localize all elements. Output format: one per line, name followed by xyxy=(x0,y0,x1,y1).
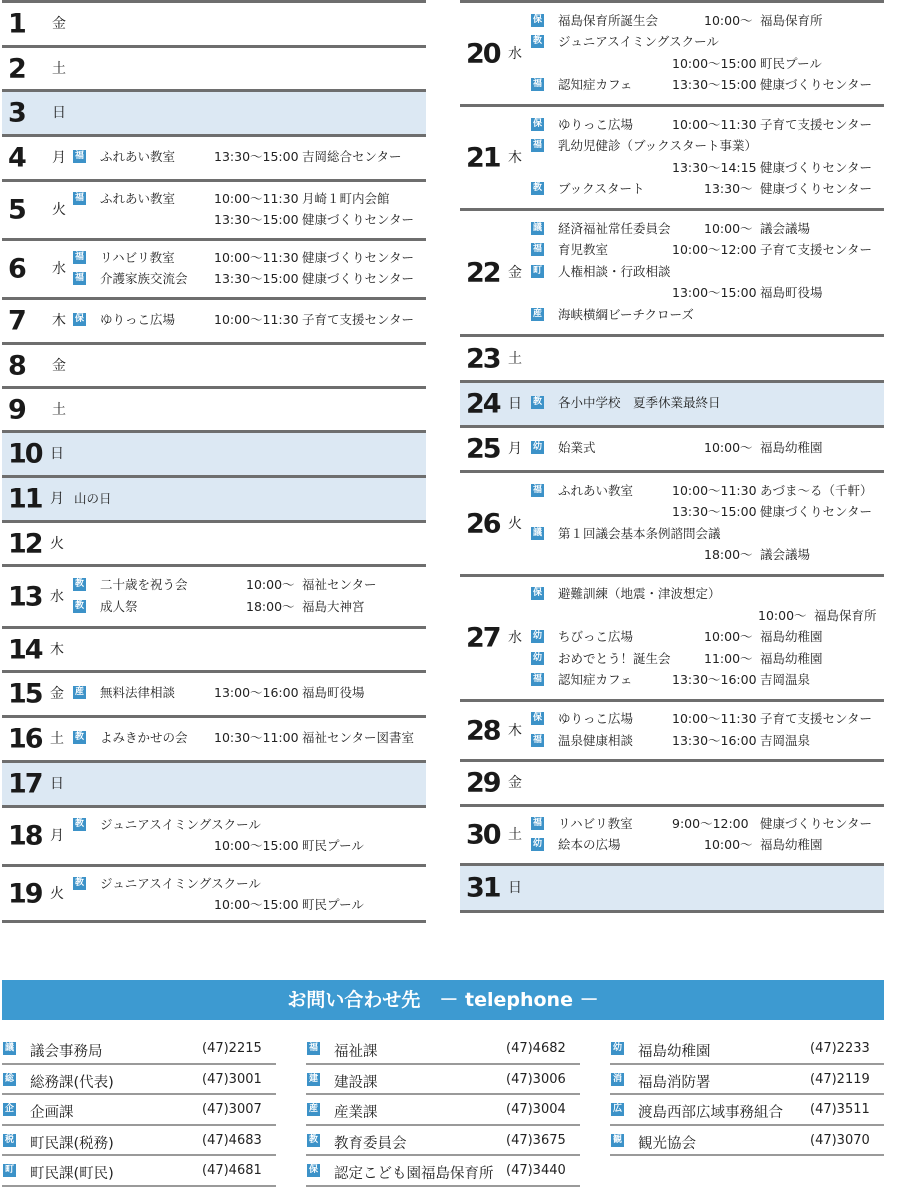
weekday-label: 日 xyxy=(50,776,64,792)
contact-header xyxy=(2,980,884,1020)
event-place: 健康づくりセンター xyxy=(760,77,873,92)
day-row xyxy=(2,0,426,45)
event-place: 町民プール xyxy=(302,897,364,912)
weekday-label: 金 xyxy=(508,264,522,281)
event-title: ジュニアスイミングスクール xyxy=(558,34,719,49)
day-number: 22 xyxy=(466,257,500,288)
contact-row xyxy=(2,1095,276,1126)
contact-column xyxy=(610,1034,884,1156)
department-name: 福祉課 xyxy=(334,1044,378,1060)
event-place: 福島町役場 xyxy=(302,685,365,701)
category-badge: 幼 xyxy=(532,442,542,453)
day-row xyxy=(460,425,884,470)
event-time: 10:00〜11:30 xyxy=(672,711,757,726)
event-title: ゆりっこ広場 xyxy=(558,711,634,726)
phone-number: (47)2233 xyxy=(810,1041,870,1056)
day-row xyxy=(460,0,884,104)
day-number: 17 xyxy=(8,768,42,800)
weekday-label: 日 xyxy=(52,105,66,121)
category-badge: 教 xyxy=(74,732,84,743)
event-time: 10:00〜 xyxy=(704,440,753,456)
event-place: 健康づくりセンター xyxy=(302,271,415,286)
event-time: 10:00〜15:00 xyxy=(672,55,757,71)
event-time: 13:30〜14:15 xyxy=(672,159,757,175)
phone-number: (47)3007 xyxy=(202,1102,262,1117)
event-place: 月崎１町内会館 xyxy=(302,190,390,206)
event-place: 福島大神宮 xyxy=(302,598,365,614)
department-badge: 税 xyxy=(4,1134,14,1145)
day-row xyxy=(460,863,884,913)
department-name: 渡島西部広域事務組合 xyxy=(638,1105,783,1121)
calendar-column-left xyxy=(2,0,426,923)
phone-number: (47)4681 xyxy=(202,1163,262,1178)
event-place: 健康づくりセンター xyxy=(760,181,873,196)
weekday-label: 月 xyxy=(50,491,64,507)
department-name: 建設課 xyxy=(334,1074,378,1091)
event-title: リハビリ教室 xyxy=(100,249,175,265)
weekday-label: 月 xyxy=(52,150,66,166)
event-title: 温泉健康相談 xyxy=(558,732,634,748)
day-row xyxy=(2,134,426,179)
phone-number: (47)3440 xyxy=(506,1163,566,1178)
day-row xyxy=(2,715,426,760)
phone-number: (47)3006 xyxy=(506,1071,566,1087)
event-title: 二十歳を祝う会 xyxy=(100,577,188,592)
event-title: 海峡横綱ビーチクローズ xyxy=(558,306,694,322)
weekday-label: 月 xyxy=(50,828,64,844)
day-number: 9 xyxy=(8,394,25,425)
weekday-label: 月 xyxy=(508,441,522,457)
day-number: 16 xyxy=(8,723,42,755)
contact-row xyxy=(610,1126,884,1157)
event-time: 13:00〜15:00 xyxy=(672,285,757,301)
event-title: 介護家族交流会 xyxy=(100,271,188,286)
event-title: リハビリ教室 xyxy=(558,815,633,831)
day-row xyxy=(460,334,884,380)
category-badge: 教 xyxy=(74,600,84,611)
event-title: 成人祭 xyxy=(100,598,138,614)
category-badge: 町 xyxy=(532,265,542,276)
contact-row xyxy=(306,1156,580,1187)
day-row xyxy=(2,89,426,134)
day-row xyxy=(2,342,426,386)
weekday-label: 金 xyxy=(50,686,64,702)
day-number: 31 xyxy=(466,872,500,904)
day-row xyxy=(2,475,426,520)
phone-number: (47)4682 xyxy=(506,1041,566,1056)
category-badge: 福 xyxy=(532,484,542,495)
contact-row xyxy=(2,1034,276,1065)
event-time: 10:00〜 xyxy=(704,12,753,28)
day-number: 15 xyxy=(8,678,42,710)
day-number: 28 xyxy=(466,715,500,746)
event-time: 10:00〜11:30 xyxy=(672,116,757,132)
event-time: 13:30〜16:00 xyxy=(672,732,757,748)
day-row xyxy=(2,626,426,670)
department-badge: 議 xyxy=(4,1043,14,1053)
day-row xyxy=(2,45,426,89)
event-place: 町民プール xyxy=(302,838,364,853)
day-row xyxy=(460,804,884,863)
event-time: 10:00〜 xyxy=(246,577,295,592)
day-row xyxy=(2,864,426,923)
day-row xyxy=(460,574,884,699)
event-title: 第１回議会基本条例諮問会議 xyxy=(558,525,721,541)
event-place: 健康づくりセンター xyxy=(302,249,415,265)
event-title: ゆりっこ広場 xyxy=(558,116,634,132)
category-badge: 産 xyxy=(74,687,84,698)
event-title: 福島保育所誕生会 xyxy=(558,12,659,28)
category-badge: 福 xyxy=(532,79,542,89)
day-row xyxy=(460,104,884,208)
day-number: 2 xyxy=(8,53,25,84)
day-row xyxy=(2,179,426,238)
weekday-label: 木 xyxy=(52,313,66,329)
weekday-label: 火 xyxy=(50,535,64,552)
day-number: 7 xyxy=(8,305,25,337)
event-place: 議会議場 xyxy=(760,547,811,562)
category-badge: 教 xyxy=(74,877,84,888)
event-time: 10:00〜15:00 xyxy=(214,838,299,853)
event-time: 18:00〜 xyxy=(246,598,295,614)
department-badge: 観 xyxy=(612,1134,622,1145)
event-time: 10:00〜15:00 xyxy=(214,897,299,912)
department-name: 教育委員会 xyxy=(334,1135,407,1152)
event-place: 福島幼稚園 xyxy=(760,629,823,645)
day-row xyxy=(460,208,884,334)
day-number: 6 xyxy=(8,253,25,285)
weekday-label: 日 xyxy=(508,880,522,896)
day-row xyxy=(460,380,884,425)
day-row xyxy=(2,520,426,564)
event-place: 健康づくりセンター xyxy=(302,212,415,227)
event-time: 10:00〜11:30 xyxy=(214,312,299,328)
category-badge: 教 xyxy=(74,579,84,589)
event-title: 乳幼児健診（ブックスタート事業） xyxy=(558,138,758,153)
day-number: 20 xyxy=(466,38,500,69)
contact-row xyxy=(306,1126,580,1157)
weekday-label: 土 xyxy=(508,827,522,843)
event-time: 18:00〜 xyxy=(704,547,753,562)
day-number: 11 xyxy=(8,483,42,515)
day-number: 26 xyxy=(466,508,500,539)
event-place: あづま〜る（千軒） xyxy=(760,482,873,498)
event-title: 経済福祉常任委員会 xyxy=(558,220,671,236)
weekday-label: 金 xyxy=(52,357,66,374)
category-badge: 教 xyxy=(532,397,542,408)
department-badge: 建 xyxy=(308,1073,318,1084)
department-badge: 教 xyxy=(308,1134,318,1145)
event-title: ジュニアスイミングスクール xyxy=(100,875,261,891)
event-title: ジュニアスイミングスクール xyxy=(100,816,261,832)
event-title: ブックスタート xyxy=(558,181,645,196)
day-row xyxy=(2,430,426,475)
event-place: 子育て支援センター xyxy=(760,242,873,258)
day-number: 23 xyxy=(466,343,500,374)
weekday-label: 土 xyxy=(508,350,522,367)
event-title: 始業式 xyxy=(558,440,596,456)
day-number: 3 xyxy=(8,97,25,129)
event-place: 議会議場 xyxy=(760,220,811,236)
department-badge: 町 xyxy=(4,1165,14,1175)
category-badge: 議 xyxy=(532,222,542,233)
day-number: 10 xyxy=(8,438,42,470)
day-number: 19 xyxy=(8,878,42,909)
event-place: 吉岡総合センター xyxy=(302,149,402,165)
event-place: 子育て支援センター xyxy=(760,711,873,726)
day-number: 5 xyxy=(8,194,25,226)
category-badge: 議 xyxy=(532,527,542,538)
weekday-label: 日 xyxy=(50,446,64,462)
event-place: 福島幼稚園 xyxy=(760,837,823,852)
weekday-label: 火 xyxy=(52,202,66,218)
department-name: 産業課 xyxy=(334,1105,378,1121)
weekday-label: 水 xyxy=(508,45,522,62)
category-badge: 福 xyxy=(532,817,542,828)
day-number: 21 xyxy=(466,142,500,173)
event-title: ふれあい教室 xyxy=(100,190,176,206)
category-badge: 福 xyxy=(532,734,542,745)
department-name: 観光協会 xyxy=(638,1135,696,1152)
event-time: 10:00〜 xyxy=(704,629,753,645)
department-name: 企画課 xyxy=(30,1105,74,1121)
event-time: 10:00〜 xyxy=(704,837,753,852)
event-title: おめでとう！誕生会 xyxy=(558,650,671,666)
event-time: 13:30〜 xyxy=(704,181,753,196)
event-time: 10:00〜 xyxy=(758,607,807,623)
department-name: 福島消防署 xyxy=(638,1074,711,1091)
event-time: 10:00〜11:30 xyxy=(214,190,299,206)
event-place: 子育て支援センター xyxy=(760,116,873,132)
phone-number: (47)3675 xyxy=(506,1132,566,1148)
department-badge: 総 xyxy=(4,1073,14,1084)
contact-column xyxy=(2,1034,276,1187)
day-row xyxy=(460,699,884,759)
category-badge: 保 xyxy=(532,713,542,723)
category-badge: 保 xyxy=(74,314,84,325)
event-time: 13:30〜15:00 xyxy=(672,77,757,92)
calendar-column-right xyxy=(460,0,884,913)
day-row xyxy=(460,759,884,804)
event-place: 健康づくりセンター xyxy=(760,504,873,519)
event-place: 健康づくりセンター xyxy=(760,159,873,175)
weekday-label: 木 xyxy=(508,722,522,739)
holiday-note: 山の日 xyxy=(74,490,112,506)
category-badge: 幼 xyxy=(532,652,542,663)
contact-row xyxy=(2,1126,276,1157)
category-badge: 教 xyxy=(532,183,542,193)
day-number: 27 xyxy=(466,622,500,654)
weekday-label: 水 xyxy=(50,588,64,605)
event-title: 絵本の広場 xyxy=(558,837,621,852)
phone-number: (47)4683 xyxy=(202,1132,262,1148)
contact-row xyxy=(610,1095,884,1126)
category-badge: 福 xyxy=(532,140,542,150)
event-time: 10:30〜11:00 xyxy=(214,730,299,746)
phone-number: (47)3004 xyxy=(506,1102,566,1117)
event-place: 福島保育所 xyxy=(814,607,877,623)
event-place: 福島保育所 xyxy=(760,12,823,28)
day-row xyxy=(2,670,426,715)
department-name: 認定こども園福島保育所 xyxy=(334,1166,494,1182)
event-title: 無料法律相談 xyxy=(100,685,176,701)
event-place: 福祉センター xyxy=(302,577,377,592)
category-badge: 福 xyxy=(532,674,542,685)
weekday-label: 水 xyxy=(508,630,522,646)
event-time: 13:30〜15:00 xyxy=(214,271,299,286)
event-time: 10:00〜12:00 xyxy=(672,242,757,258)
category-badge: 産 xyxy=(532,308,542,319)
day-row xyxy=(2,760,426,805)
day-number: 1 xyxy=(8,8,25,40)
contact-row xyxy=(306,1065,580,1096)
department-badge: 産 xyxy=(308,1104,318,1114)
phone-number: (47)3001 xyxy=(202,1071,262,1087)
category-badge: 幼 xyxy=(532,839,542,849)
day-row xyxy=(2,564,426,626)
day-row xyxy=(2,297,426,342)
phone-number: (47)2119 xyxy=(810,1071,870,1087)
category-badge: 教 xyxy=(74,818,84,829)
event-title: ふれあい教室 xyxy=(558,482,634,498)
event-time: 13:00〜16:00 xyxy=(214,685,299,701)
weekday-label: 火 xyxy=(508,515,522,532)
event-time: 10:00〜11:30 xyxy=(672,482,757,498)
category-badge: 福 xyxy=(74,251,84,262)
contact-row xyxy=(610,1034,884,1065)
category-badge: 福 xyxy=(74,192,84,203)
event-time: 13:30〜15:00 xyxy=(672,504,757,519)
day-number: 13 xyxy=(8,581,42,612)
event-title: 各小中学校 夏季休業最終日 xyxy=(558,395,721,411)
event-title: 認知症カフェ xyxy=(558,77,633,92)
contact-column xyxy=(306,1034,580,1187)
weekday-label: 金 xyxy=(52,16,66,32)
event-title: ゆりっこ広場 xyxy=(100,312,176,328)
day-number: 4 xyxy=(8,142,25,174)
weekday-label: 木 xyxy=(50,641,64,658)
event-time: 13:30〜15:00 xyxy=(214,212,299,227)
event-title: 人権相談・行政相談 xyxy=(558,263,671,279)
event-title: よみきかせの会 xyxy=(100,730,188,746)
department-badge: 広 xyxy=(612,1104,622,1114)
contact-row xyxy=(2,1156,276,1187)
phone-number: (47)3511 xyxy=(810,1102,870,1117)
event-place: 福島幼稚園 xyxy=(760,440,823,456)
category-badge: 保 xyxy=(532,588,542,599)
weekday-label: 土 xyxy=(50,731,64,747)
weekday-label: 土 xyxy=(52,60,66,77)
event-time: 11:00〜 xyxy=(704,650,753,666)
day-row xyxy=(2,386,426,430)
event-time: 13:30〜16:00 xyxy=(672,672,757,688)
day-number: 24 xyxy=(466,388,500,420)
weekday-label: 水 xyxy=(52,261,66,277)
department-badge: 企 xyxy=(4,1104,14,1114)
event-title: ちびっこ広場 xyxy=(558,629,634,645)
weekday-label: 日 xyxy=(508,396,522,412)
department-badge: 福 xyxy=(308,1043,318,1053)
category-badge: 保 xyxy=(532,118,542,129)
department-name: 総務課(代表) xyxy=(30,1074,114,1091)
event-place: 健康づくりセンター xyxy=(760,815,873,831)
category-badge: 福 xyxy=(74,273,84,283)
event-place: 子育て支援センター xyxy=(302,312,415,328)
day-number: 8 xyxy=(8,350,25,381)
day-number: 25 xyxy=(466,433,500,465)
day-row xyxy=(2,238,426,297)
event-place: 町民プール xyxy=(760,55,822,71)
event-time: 9:00〜12:00 xyxy=(672,815,749,831)
event-place: 福島町役場 xyxy=(760,285,823,301)
category-badge: 教 xyxy=(532,36,542,46)
weekday-label: 火 xyxy=(50,885,64,902)
contact-row xyxy=(610,1065,884,1096)
department-name: 町民課(町民) xyxy=(30,1166,114,1182)
phone-number: (47)3070 xyxy=(810,1132,870,1148)
category-badge: 保 xyxy=(532,14,542,25)
contact-title: お問い合わせ先 － telephone － xyxy=(287,989,599,1011)
contact-row xyxy=(306,1095,580,1126)
event-title: 育児教室 xyxy=(558,242,609,258)
event-place: 吉岡温泉 xyxy=(760,672,811,688)
category-badge: 幼 xyxy=(532,631,542,642)
department-badge: 消 xyxy=(612,1073,622,1084)
event-title: 認知症カフェ xyxy=(558,672,633,688)
day-number: 29 xyxy=(466,767,500,799)
department-name: 町民課(税務) xyxy=(30,1135,114,1152)
event-time: 13:30〜15:00 xyxy=(214,149,299,165)
event-place: 福島幼稚園 xyxy=(760,650,823,666)
phone-number: (47)2215 xyxy=(202,1041,262,1056)
weekday-label: 金 xyxy=(508,775,522,791)
event-time: 10:00〜 xyxy=(704,220,753,236)
department-badge: 保 xyxy=(308,1165,318,1175)
event-place: 福祉センター図書室 xyxy=(302,730,415,746)
weekday-label: 土 xyxy=(52,401,66,418)
department-badge: 幼 xyxy=(612,1043,622,1053)
day-row xyxy=(2,805,426,864)
event-time: 10:00〜11:30 xyxy=(214,249,299,265)
event-place: 吉岡温泉 xyxy=(760,732,811,748)
department-name: 福島幼稚園 xyxy=(638,1044,711,1060)
day-row xyxy=(460,470,884,574)
day-number: 14 xyxy=(8,634,42,665)
category-badge: 福 xyxy=(74,151,84,162)
event-title: ふれあい教室 xyxy=(100,149,176,165)
category-badge: 福 xyxy=(532,244,542,255)
event-title: 避難訓練（地震・津波想定） xyxy=(558,586,721,602)
contact-row xyxy=(2,1065,276,1096)
department-name: 議会事務局 xyxy=(30,1044,103,1060)
weekday-label: 木 xyxy=(508,149,522,166)
day-number: 18 xyxy=(8,820,42,852)
day-number: 30 xyxy=(466,819,500,851)
day-number: 12 xyxy=(8,528,42,559)
contact-row xyxy=(306,1034,580,1065)
